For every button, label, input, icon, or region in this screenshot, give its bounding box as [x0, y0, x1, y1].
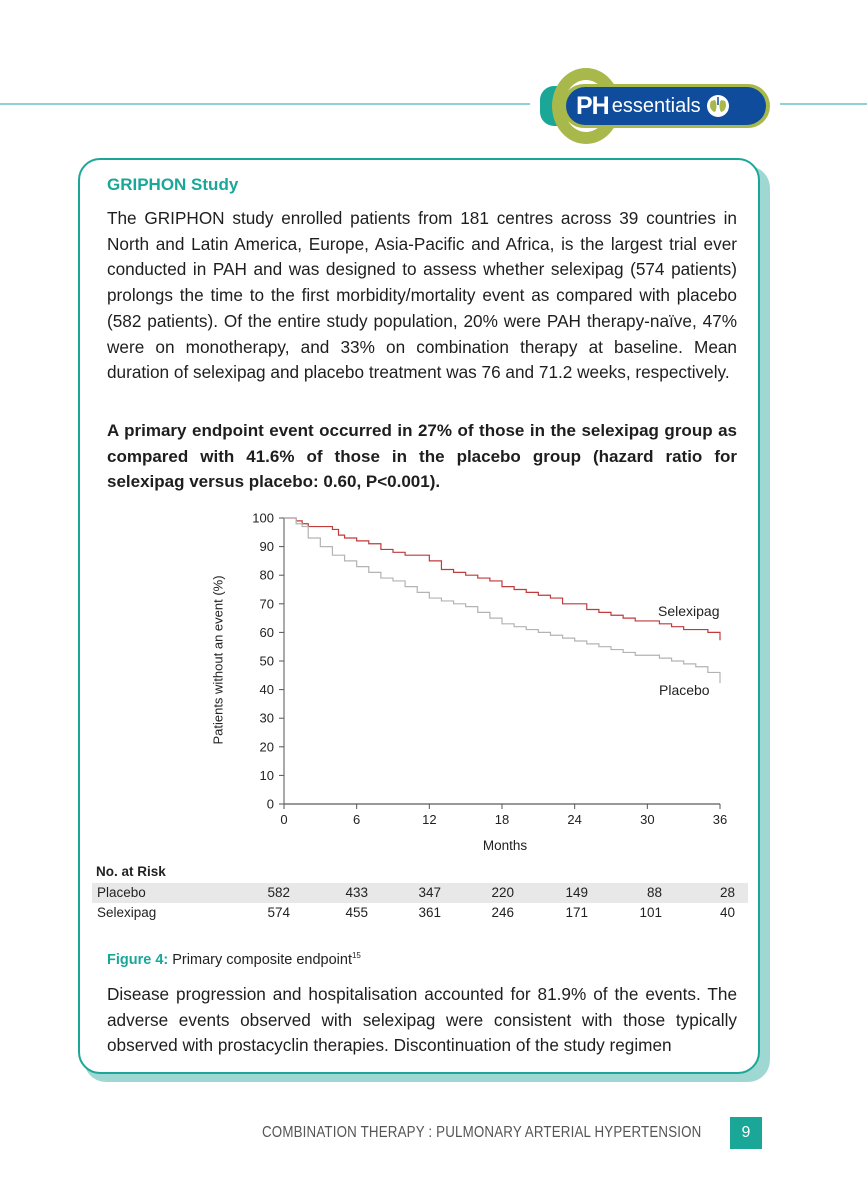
- risk-value: 246: [491, 905, 514, 920]
- risk-value: 220: [491, 885, 514, 900]
- kaplan-meier-chart: [210, 505, 750, 865]
- y-tick-label: 70: [259, 596, 274, 612]
- key-finding-paragraph: A primary endpoint event occurred in 27% of those in the selexipag group as compared with 41.6% of those in the placebo group (hazard ratio for selexipag versus placebo: 0.60, P<0.001).: [107, 421, 737, 491]
- logo-essentials-text: essentials: [611, 94, 701, 117]
- risk-row-selexipag: [92, 903, 748, 923]
- placebo-label: Placebo: [659, 682, 710, 698]
- discussion-paragraph: Disease progression and hospitalisation accounted for 81.9% of the events. The adverse events observed with selexipag were consistent with those typically observed with prostacyclin therapies. Discontinuation of the study regimen: [107, 984, 737, 1056]
- risk-value: 171: [565, 905, 588, 920]
- risk-value: 149: [565, 885, 588, 900]
- figure-caption-text: Primary composite endpoint: [168, 951, 352, 968]
- y-tick-label: 20: [259, 739, 274, 755]
- x-tick-label: 18: [494, 812, 510, 827]
- y-tick-label: 60: [259, 624, 274, 640]
- y-tick-label: 40: [259, 682, 274, 698]
- header-rule-right: [780, 103, 867, 105]
- risk-value: 40: [719, 905, 735, 920]
- risk-value: 88: [646, 885, 662, 900]
- x-tick-label: 6: [353, 812, 361, 827]
- risk-value: 433: [345, 885, 368, 900]
- y-tick-label: 100: [252, 510, 274, 526]
- risk-value: 361: [418, 905, 441, 920]
- x-tick-label: 0: [280, 812, 288, 827]
- header-rule-left: [0, 103, 530, 105]
- placebo-curve: [284, 518, 720, 678]
- page-number: 9: [730, 1117, 762, 1149]
- x-tick-label: 36: [712, 812, 728, 827]
- y-tick-label: 30: [259, 710, 274, 726]
- risk-value: 28: [719, 885, 735, 900]
- y-tick-label: 90: [259, 539, 274, 555]
- y-tick-label: 50: [259, 653, 274, 669]
- reference-superscript: 15: [351, 951, 361, 960]
- intro-paragraph: The GRIPHON study enrolled patients from 181 centres across 39 countries in North and Latin America, Europe, Asia-Pacific and Africa, is the largest trial ever conducted in PAH and was designed to assess whether selexipag (574 patients) prolongs the time to the first morbidity/mortality event as compared with placebo (582 patients). Of the entire study population, 20% were PAH therapy-naïve, 47% were on monotherapy, and 33% on combination therapy at baseline. Mean duration of selexipag and placebo treatment was 76 and 71.2 weeks, respectively.: [107, 208, 737, 383]
- risk-value: 574: [267, 905, 290, 920]
- risk-value: 582: [267, 885, 290, 900]
- y-tick-label: 0: [266, 796, 274, 812]
- y-axis-label: Patients without an event (%): [210, 575, 226, 745]
- lungs-icon: [705, 93, 731, 119]
- x-tick-label: 24: [567, 812, 582, 827]
- logo-pill: [566, 87, 766, 125]
- risk-value: 101: [639, 905, 662, 920]
- logo-ph-text: PH: [576, 91, 609, 120]
- figure-label: Figure 4:: [107, 951, 169, 968]
- risk-row-placebo: [92, 883, 748, 903]
- risk-table-title: No. at Risk: [96, 864, 166, 879]
- figure-caption: [107, 951, 361, 968]
- selexipag-label: Selexipag: [658, 603, 720, 619]
- risk-value: 455: [345, 905, 368, 920]
- section-title: GRIPHON Study: [107, 175, 239, 194]
- risk-value: 347: [418, 885, 441, 900]
- y-tick-label: 80: [259, 567, 274, 583]
- x-tick-label: 12: [422, 812, 437, 827]
- running-title: COMBINATION THERAPY : PULMONARY ARTERIAL HYPERTENSION: [262, 1124, 702, 1141]
- x-axis-label: Months: [482, 838, 528, 853]
- risk-row-label: Selexipag: [97, 905, 157, 920]
- x-tick-label: 30: [640, 812, 655, 827]
- y-tick-label: 10: [259, 767, 274, 783]
- risk-row-label: Placebo: [97, 885, 146, 900]
- ph-essentials-logo: [540, 68, 772, 144]
